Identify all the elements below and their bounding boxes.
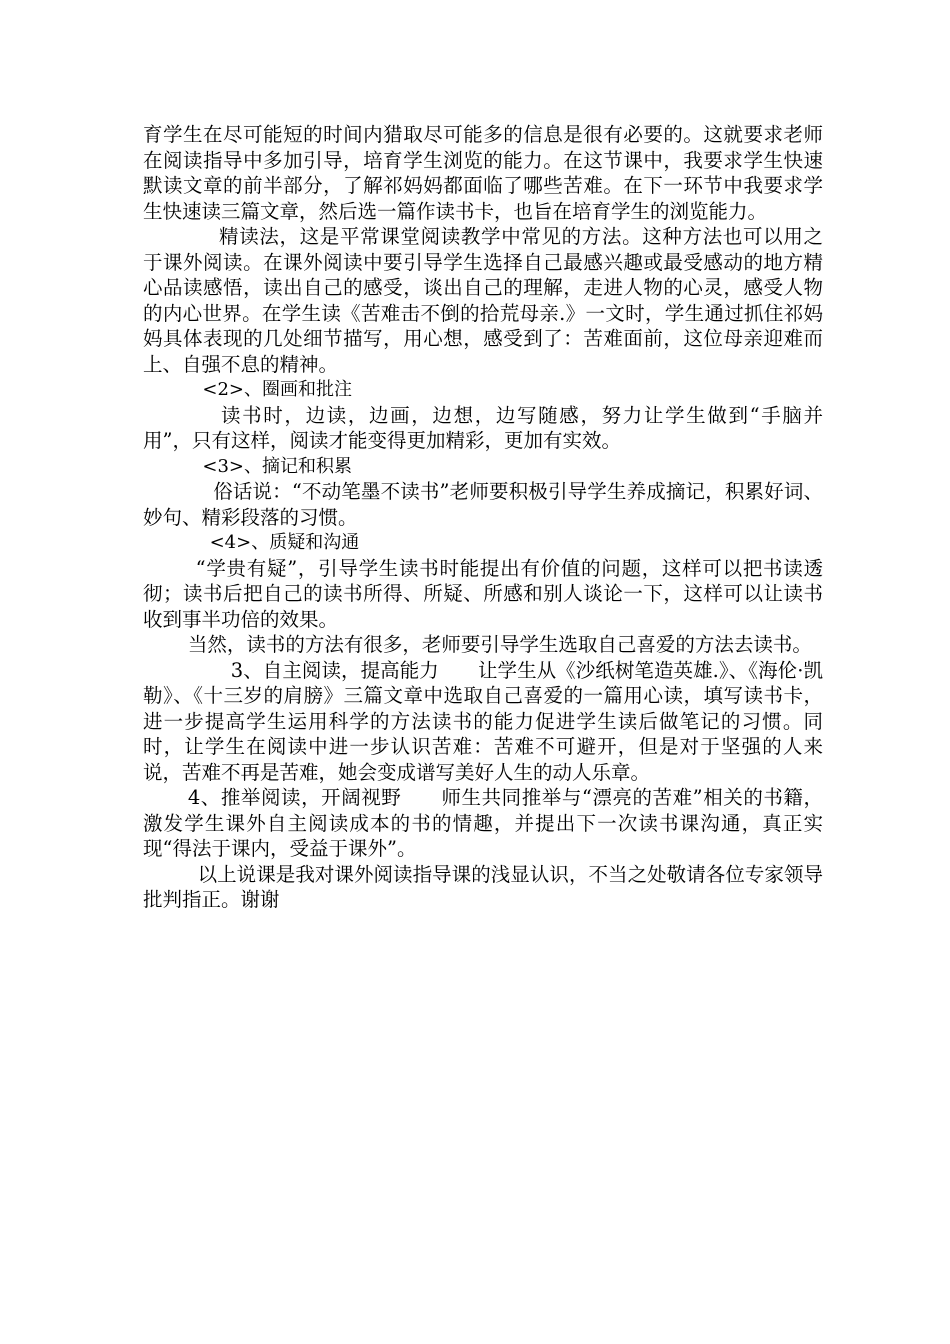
paragraph-excerpt-and-accumulate: 俗话说：“不动笔墨不读书”老师要积极引导学生养成摘记，积累好词、妙句、精彩段落的习惯。 <box>143 480 823 529</box>
paragraph-independent-reading: 3、自主阅读，提高能力 让学生从《沙纸树笔造英雄.》、《海伦·凯勒》、《十三岁的肩膀》三篇文章中选取自己喜爱的一篇用心读，填写读书卡，进一步提高学生运用科学的方法读书的能力促进学生读后做笔记的习惯。同时，让学生在阅读中进一步认识苦难：苦难不可避开，但是对于坚强的人来说，苦难不再是苦难，她会变成谱写美好人生的动人乐章。 <box>143 658 823 784</box>
document-body <box>143 122 823 913</box>
paragraph-reading-methods: 当然，读书的方法有很多，老师要引导学生选取自己喜爱的方法去读书。 <box>187 633 812 656</box>
paragraph-recommended-reading: 4、推举阅读，开阔视野 师生共同推举与“漂亮的苦难”相关的书籍，激发学生课外自主阅读成本的书的情趣，并提出下一次读书课沟通，真正实现“得法于课内，受益于课外”。 <box>143 786 823 860</box>
heading-excerpt-and-accumulate: <3>、摘记和积累 <box>202 455 353 477</box>
heading-question-and-communicate: <4>、质疑和沟通 <box>209 532 360 553</box>
paragraph-question-and-communicate: “学贵有疑”，引导学生读书时能提出有价值的问题，这样可以把书读透彻；读书后把自己的读书所得、所疑、所感和别人谈论一下，这样可以让读书收到事半功倍的效果。 <box>143 556 823 631</box>
heading-circle-and-annotate: <2>、圈画和批注 <box>202 379 353 400</box>
paragraph-conclusion: 以上说课是我对课外阅读指导课的浅显认识，不当之处敬请各位专家领导批判指正。谢谢 <box>143 862 823 911</box>
paragraph-skim-reading: 育学生在尽可能短的时间内猎取尽可能多的信息是很有必要的。这就要求老师在阅读指导中多加引导，培育学生浏览的能力。在这节课中，我要求学生快速默读文章的前半部分，了解祁妈妈都面临了哪些苦难。在下一环节中我要求学生快速读三篇文章，然后选一篇作读书卡，也旨在培育学生的浏览能力。 <box>143 123 823 223</box>
paragraph-intensive-reading: 精读法，这是平常课堂阅读教学中常见的方法。这种方法也可以用之于课外阅读。在课外阅读中要引导学生选择自己最感兴趣或最受感动的地方精心品读感悟，读出自己的感受，谈出自己的理解，走进人物的心灵，感受人物的内心世界。在学生读《苦难击不倒的拾荒母亲.》一文时，学生通过抓住祁妈妈具体表现的几处细节描写，用心想，感受到了：苦难面前，这位母亲迎难而上、自强不息的精神。 <box>143 225 823 376</box>
paragraph-circle-and-annotate: 读书时，边读，边画，边想，边写随感，努力让学生做到“手脑并用”，只有这样，阅读才能变得更加精彩，更加有实效。 <box>143 403 823 452</box>
